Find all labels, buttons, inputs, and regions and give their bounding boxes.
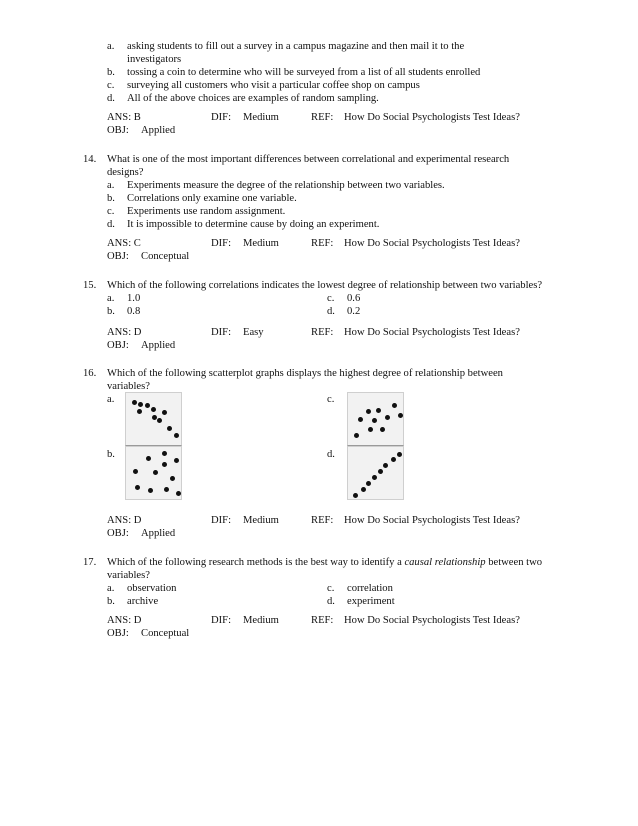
choice-a-text-cont: investigators (127, 54, 182, 65)
scatterplot-b (125, 446, 182, 500)
scatter-point (368, 427, 373, 432)
choice-letter: d. (327, 596, 335, 607)
answer-key: ANS: C (107, 238, 141, 249)
scatter-point (170, 476, 175, 481)
question-number: 15. (83, 280, 97, 291)
difficulty-label: DIF: (211, 327, 232, 338)
choice-c-text: surveying all customers who visit a particular coffee shop on campus (127, 80, 420, 91)
choice-c-text: 0.6 (347, 293, 361, 304)
objective-value: Conceptual (141, 628, 190, 639)
choice-a-text: 1.0 (127, 293, 141, 304)
scatter-point (151, 407, 156, 412)
choice-d-text: It is impossible to determine cause by doing an experiment. (127, 219, 380, 230)
question-stem (107, 556, 542, 569)
scatter-point (385, 415, 390, 420)
reference-label: REF: (311, 515, 334, 526)
scatter-point (157, 418, 162, 423)
reference-label: REF: (311, 112, 334, 123)
choice-letter: d. (327, 449, 335, 460)
objective-label: OBJ: (107, 125, 129, 136)
objective-value: Conceptual (141, 251, 190, 262)
question-number: 17. (83, 557, 97, 568)
choice-b-text: tossing a coin to determine who will be surveyed from a list of all students enrolled (127, 67, 481, 78)
question-number: 16. (83, 368, 97, 379)
scatter-point (162, 451, 167, 456)
question-stem: Which of the following scatterplot graphs displays the highest degree of relationship between (107, 368, 503, 379)
scatter-point (145, 403, 150, 408)
scatter-point (133, 469, 138, 474)
objective-label: OBJ: (107, 528, 129, 539)
choice-letter: a. (107, 394, 115, 405)
reference-label: REF: (311, 327, 334, 338)
question-stem-cont: designs? (107, 167, 144, 178)
objective-label: OBJ: (107, 340, 129, 351)
question-stem-pre: Which of the following research methods is the best way to identify a (107, 557, 405, 568)
objective-label: OBJ: (107, 251, 129, 262)
question-stem: Which of the following correlations indicates the lowest degree of relationship between two variables? (107, 280, 543, 291)
choice-letter: a. (107, 293, 115, 304)
scatterplot-c (347, 392, 404, 446)
choice-letter: c. (107, 80, 115, 91)
reference-value: How Do Social Psychologists Test Ideas? (344, 238, 520, 249)
difficulty-value: Medium (243, 615, 279, 626)
reference-label: REF: (311, 238, 334, 249)
choice-b-text: 0.8 (127, 306, 141, 317)
choice-c-text: correlation (347, 583, 393, 594)
choice-letter: b. (107, 449, 115, 460)
objective-value: Applied (141, 528, 176, 539)
reference-label: REF: (311, 615, 334, 626)
choice-a-text: Experiments measure the degree of the relationship between two variables. (127, 180, 445, 191)
scatterplot-d (347, 446, 404, 500)
scatter-point (148, 488, 153, 493)
answer-key: ANS: D (107, 515, 142, 526)
scatter-point (380, 427, 385, 432)
objective-label: OBJ: (107, 628, 129, 639)
choice-letter: c. (327, 394, 335, 405)
scatter-point (372, 475, 377, 480)
scatter-point (376, 408, 381, 413)
scatter-point (138, 402, 143, 407)
difficulty-label: DIF: (211, 515, 232, 526)
scatter-point (397, 452, 402, 457)
choice-b-text: Correlations only examine one variable. (127, 193, 297, 204)
scatter-point (153, 470, 158, 475)
reference-value: How Do Social Psychologists Test Ideas? (344, 112, 520, 123)
scatter-point (366, 409, 371, 414)
scatter-point (176, 491, 181, 496)
scatter-point (137, 409, 142, 414)
scatter-point (391, 457, 396, 462)
difficulty-label: DIF: (211, 112, 232, 123)
choice-letter: d. (107, 219, 115, 230)
choice-letter: a. (107, 583, 115, 594)
choice-letter: b. (107, 67, 115, 78)
choice-a-text: asking students to fill out a survey in a campus magazine and then mail it to the (127, 41, 465, 52)
difficulty-value: Medium (243, 112, 279, 123)
choice-letter: a. (107, 41, 115, 52)
answer-key: ANS: D (107, 615, 142, 626)
difficulty-label: DIF: (211, 238, 232, 249)
scatter-point (132, 400, 137, 405)
scatter-point (167, 426, 172, 431)
choice-a-text: observation (127, 583, 177, 594)
choice-letter: c. (107, 206, 115, 217)
question-stem-cont: variables? (107, 381, 150, 392)
question-stem-cont: variables? (107, 570, 150, 581)
choice-letter: c. (327, 293, 335, 304)
scatter-point (361, 487, 366, 492)
reference-value: How Do Social Psychologists Test Ideas? (344, 327, 520, 338)
scatter-point (162, 410, 167, 415)
reference-value: How Do Social Psychologists Test Ideas? (344, 515, 520, 526)
choice-letter: d. (107, 93, 115, 104)
choice-d-text: experiment (347, 596, 395, 607)
answer-key: ANS: B (107, 112, 141, 123)
scatter-point (135, 485, 140, 490)
difficulty-value: Medium (243, 238, 279, 249)
question-stem-post: between two (485, 557, 543, 568)
choice-d-text: All of the above choices are examples of random sampling. (127, 93, 379, 104)
answer-key: ANS: D (107, 327, 142, 338)
scatter-point (354, 433, 359, 438)
difficulty-value: Easy (243, 327, 264, 338)
question-stem: What is one of the most important differences between correlational and experimental research (107, 154, 510, 165)
scatter-point (372, 418, 377, 423)
reference-value: How Do Social Psychologists Test Ideas? (344, 615, 520, 626)
question-stem-emphasis: causal relationship (404, 557, 486, 568)
choice-d-text: 0.2 (347, 306, 361, 317)
objective-value: Applied (141, 125, 176, 136)
choice-c-text: Experiments use random assignment. (127, 206, 286, 217)
scatter-point (146, 456, 151, 461)
choice-letter: c. (327, 583, 335, 594)
scatter-point (174, 458, 179, 463)
choice-letter: b. (107, 596, 115, 607)
choice-letter: a. (107, 180, 115, 191)
scatter-point (353, 493, 358, 498)
scatterplot-a (125, 392, 182, 446)
choice-letter: b. (107, 193, 115, 204)
objective-value: Applied (141, 340, 176, 351)
scatter-point (378, 469, 383, 474)
question-number: 14. (83, 154, 97, 165)
scatter-point (358, 417, 363, 422)
difficulty-value: Medium (243, 515, 279, 526)
scatter-point (174, 433, 179, 438)
choice-letter: b. (107, 306, 115, 317)
scatter-point (164, 487, 169, 492)
scatter-point (383, 463, 388, 468)
scatter-point (392, 403, 397, 408)
scatter-point (162, 462, 167, 467)
difficulty-label: DIF: (211, 615, 232, 626)
scatter-point (366, 481, 371, 486)
scatter-point (398, 413, 403, 418)
choice-b-text: archive (127, 596, 159, 607)
choice-letter: d. (327, 306, 335, 317)
